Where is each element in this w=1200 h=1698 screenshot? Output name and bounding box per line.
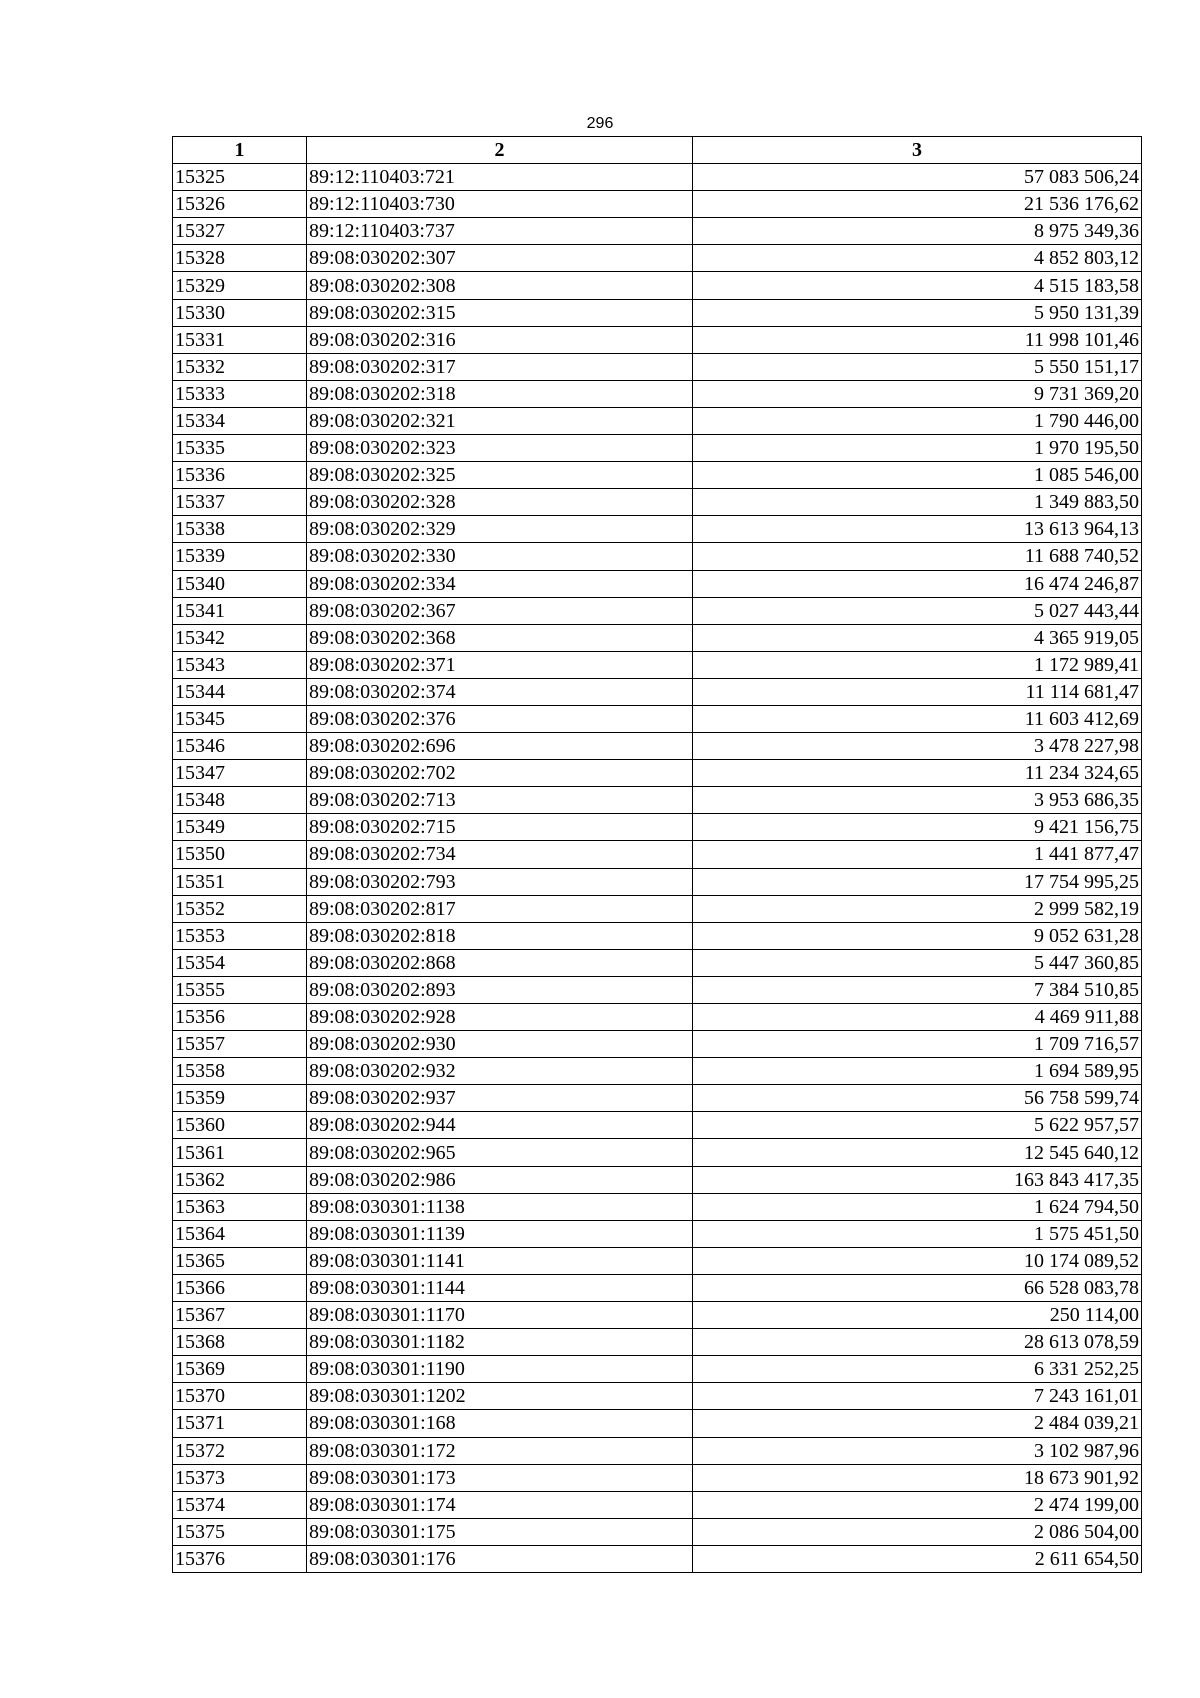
table-row bbox=[173, 164, 1142, 191]
cadastral-value-cell: 56 758 599,74 bbox=[693, 1085, 1142, 1112]
cadastral-value-cell: 28 613 078,59 bbox=[693, 1329, 1142, 1356]
row-number-cell: 15347 bbox=[173, 760, 307, 787]
cadastral-number-cell: 89:08:030202:932 bbox=[307, 1058, 693, 1085]
table-row bbox=[173, 1464, 1142, 1491]
row-number-cell: 15375 bbox=[173, 1518, 307, 1545]
table-row bbox=[173, 191, 1142, 218]
cadastral-number-cell: 89:08:030202:328 bbox=[307, 489, 693, 516]
table-row bbox=[173, 272, 1142, 299]
cadastral-value-cell: 3 102 987,96 bbox=[693, 1437, 1142, 1464]
table-row bbox=[173, 1437, 1142, 1464]
table-row bbox=[173, 326, 1142, 353]
cadastral-number-cell: 89:08:030202:307 bbox=[307, 245, 693, 272]
row-number-cell: 15339 bbox=[173, 543, 307, 570]
cadastral-number-cell: 89:08:030202:334 bbox=[307, 570, 693, 597]
cadastral-number-cell: 89:08:030202:323 bbox=[307, 435, 693, 462]
row-number-cell: 15359 bbox=[173, 1085, 307, 1112]
cadastral-number-cell: 89:08:030202:376 bbox=[307, 705, 693, 732]
cadastral-value-cell: 21 536 176,62 bbox=[693, 191, 1142, 218]
table-row bbox=[173, 1220, 1142, 1247]
cadastral-number-cell: 89:12:110403:737 bbox=[307, 218, 693, 245]
table-row bbox=[173, 435, 1142, 462]
table-row bbox=[173, 1112, 1142, 1139]
cadastral-number-cell: 89:08:030202:868 bbox=[307, 949, 693, 976]
cadastral-value-cell: 13 613 964,13 bbox=[693, 516, 1142, 543]
table-row bbox=[173, 814, 1142, 841]
cadastral-value-cell: 1 575 451,50 bbox=[693, 1220, 1142, 1247]
table-row bbox=[173, 895, 1142, 922]
cadastral-number-cell: 89:08:030301:168 bbox=[307, 1410, 693, 1437]
table-row bbox=[173, 1274, 1142, 1301]
cadastral-number-cell: 89:08:030301:1138 bbox=[307, 1193, 693, 1220]
cadastral-number-cell: 89:08:030301:172 bbox=[307, 1437, 693, 1464]
cadastral-number-cell: 89:08:030202:928 bbox=[307, 1004, 693, 1031]
table-row bbox=[173, 760, 1142, 787]
cadastral-number-cell: 89:08:030202:713 bbox=[307, 787, 693, 814]
cadastral-number-cell: 89:12:110403:730 bbox=[307, 191, 693, 218]
cadastral-number-cell: 89:08:030202:937 bbox=[307, 1085, 693, 1112]
cadastral-value-cell: 7 243 161,01 bbox=[693, 1383, 1142, 1410]
row-number-cell: 15325 bbox=[173, 164, 307, 191]
table-row bbox=[173, 1004, 1142, 1031]
cadastral-number-cell: 89:08:030202:317 bbox=[307, 353, 693, 380]
cadastral-number-cell: 89:08:030301:1202 bbox=[307, 1383, 693, 1410]
cadastral-number-cell: 89:08:030301:1144 bbox=[307, 1274, 693, 1301]
row-number-cell: 15337 bbox=[173, 489, 307, 516]
table-row bbox=[173, 624, 1142, 651]
table-row bbox=[173, 1545, 1142, 1572]
row-number-cell: 15338 bbox=[173, 516, 307, 543]
cadastral-value-cell: 6 331 252,25 bbox=[693, 1356, 1142, 1383]
table-row bbox=[173, 1518, 1142, 1545]
cadastral-value-cell: 1 349 883,50 bbox=[693, 489, 1142, 516]
row-number-cell: 15332 bbox=[173, 353, 307, 380]
cadastral-value-cell: 5 027 443,44 bbox=[693, 597, 1142, 624]
table-row bbox=[173, 868, 1142, 895]
table-row bbox=[173, 733, 1142, 760]
row-number-cell: 15355 bbox=[173, 976, 307, 1003]
table-row bbox=[173, 218, 1142, 245]
cadastral-value-cell: 9 052 631,28 bbox=[693, 922, 1142, 949]
cadastral-value-cell: 8 975 349,36 bbox=[693, 218, 1142, 245]
table-row bbox=[173, 462, 1142, 489]
row-number-cell: 15370 bbox=[173, 1383, 307, 1410]
row-number-cell: 15333 bbox=[173, 380, 307, 407]
row-number-cell: 15369 bbox=[173, 1356, 307, 1383]
row-number-cell: 15366 bbox=[173, 1274, 307, 1301]
cadastral-value-cell: 11 688 740,52 bbox=[693, 543, 1142, 570]
table-row bbox=[173, 1383, 1142, 1410]
row-number-cell: 15336 bbox=[173, 462, 307, 489]
cadastral-value-cell: 2 474 199,00 bbox=[693, 1491, 1142, 1518]
table-row bbox=[173, 407, 1142, 434]
cadastral-number-cell: 89:08:030202:930 bbox=[307, 1031, 693, 1058]
cadastral-value-cell: 2 086 504,00 bbox=[693, 1518, 1142, 1545]
table-row bbox=[173, 380, 1142, 407]
table-row bbox=[173, 570, 1142, 597]
cadastral-value-table bbox=[172, 136, 1142, 1573]
cadastral-value-cell: 1 085 546,00 bbox=[693, 462, 1142, 489]
cadastral-number-cell: 89:08:030202:308 bbox=[307, 272, 693, 299]
cadastral-value-cell: 66 528 083,78 bbox=[693, 1274, 1142, 1301]
table-row bbox=[173, 1139, 1142, 1166]
table-row bbox=[173, 1166, 1142, 1193]
table-row bbox=[173, 1329, 1142, 1356]
cadastral-value-cell: 2 484 039,21 bbox=[693, 1410, 1142, 1437]
cadastral-number-cell: 89:08:030301:175 bbox=[307, 1518, 693, 1545]
cadastral-value-cell: 1 709 716,57 bbox=[693, 1031, 1142, 1058]
cadastral-number-cell: 89:08:030301:173 bbox=[307, 1464, 693, 1491]
cadastral-value-cell: 4 515 183,58 bbox=[693, 272, 1142, 299]
row-number-cell: 15346 bbox=[173, 733, 307, 760]
row-number-cell: 15326 bbox=[173, 191, 307, 218]
cadastral-value-cell: 11 234 324,65 bbox=[693, 760, 1142, 787]
row-number-cell: 15367 bbox=[173, 1302, 307, 1329]
table-row bbox=[173, 922, 1142, 949]
table-header bbox=[173, 137, 1142, 164]
table-row bbox=[173, 1193, 1142, 1220]
row-number-cell: 15345 bbox=[173, 705, 307, 732]
table-row bbox=[173, 1247, 1142, 1274]
row-number-cell: 15335 bbox=[173, 435, 307, 462]
row-number-cell: 15365 bbox=[173, 1247, 307, 1274]
row-number-cell: 15341 bbox=[173, 597, 307, 624]
cadastral-number-cell: 89:08:030202:793 bbox=[307, 868, 693, 895]
cadastral-value-cell: 2 999 582,19 bbox=[693, 895, 1142, 922]
cadastral-number-cell: 89:08:030301:1141 bbox=[307, 1247, 693, 1274]
cadastral-value-cell: 5 550 151,17 bbox=[693, 353, 1142, 380]
cadastral-number-cell: 89:08:030202:986 bbox=[307, 1166, 693, 1193]
row-number-cell: 15357 bbox=[173, 1031, 307, 1058]
cadastral-value-cell: 163 843 417,35 bbox=[693, 1166, 1142, 1193]
cadastral-number-cell: 89:08:030202:316 bbox=[307, 326, 693, 353]
table-row bbox=[173, 787, 1142, 814]
table-row bbox=[173, 1085, 1142, 1112]
cadastral-number-cell: 89:08:030202:944 bbox=[307, 1112, 693, 1139]
row-number-cell: 15331 bbox=[173, 326, 307, 353]
cadastral-value-cell: 1 694 589,95 bbox=[693, 1058, 1142, 1085]
cadastral-value-cell: 9 731 369,20 bbox=[693, 380, 1142, 407]
table-row bbox=[173, 841, 1142, 868]
row-number-cell: 15376 bbox=[173, 1545, 307, 1572]
cadastral-number-cell: 89:08:030301:1170 bbox=[307, 1302, 693, 1329]
cadastral-value-cell: 250 114,00 bbox=[693, 1302, 1142, 1329]
cadastral-number-cell: 89:08:030202:893 bbox=[307, 976, 693, 1003]
row-number-cell: 15344 bbox=[173, 678, 307, 705]
table-row bbox=[173, 1356, 1142, 1383]
cadastral-number-cell: 89:08:030301:1190 bbox=[307, 1356, 693, 1383]
table-row bbox=[173, 489, 1142, 516]
cadastral-value-cell: 4 852 803,12 bbox=[693, 245, 1142, 272]
row-number-cell: 15353 bbox=[173, 922, 307, 949]
row-number-cell: 15362 bbox=[173, 1166, 307, 1193]
row-number-cell: 15350 bbox=[173, 841, 307, 868]
row-number-cell: 15327 bbox=[173, 218, 307, 245]
cadastral-number-cell: 89:08:030301:1182 bbox=[307, 1329, 693, 1356]
row-number-cell: 15372 bbox=[173, 1437, 307, 1464]
cadastral-number-cell: 89:08:030202:696 bbox=[307, 733, 693, 760]
table-row bbox=[173, 1491, 1142, 1518]
cadastral-number-cell: 89:08:030202:818 bbox=[307, 922, 693, 949]
table-row bbox=[173, 1410, 1142, 1437]
table-row bbox=[173, 705, 1142, 732]
cadastral-value-cell: 12 545 640,12 bbox=[693, 1139, 1142, 1166]
table-body bbox=[173, 164, 1142, 1573]
cadastral-value-cell: 5 622 957,57 bbox=[693, 1112, 1142, 1139]
cadastral-value-cell: 9 421 156,75 bbox=[693, 814, 1142, 841]
row-number-cell: 15371 bbox=[173, 1410, 307, 1437]
row-number-cell: 15329 bbox=[173, 272, 307, 299]
cadastral-value-cell: 16 474 246,87 bbox=[693, 570, 1142, 597]
cadastral-number-cell: 89:08:030202:315 bbox=[307, 299, 693, 326]
cadastral-number-cell: 89:08:030202:734 bbox=[307, 841, 693, 868]
row-number-cell: 15328 bbox=[173, 245, 307, 272]
row-number-cell: 15363 bbox=[173, 1193, 307, 1220]
row-number-cell: 15360 bbox=[173, 1112, 307, 1139]
table-row bbox=[173, 1302, 1142, 1329]
cadastral-value-cell: 17 754 995,25 bbox=[693, 868, 1142, 895]
row-number-cell: 15340 bbox=[173, 570, 307, 597]
row-number-cell: 15342 bbox=[173, 624, 307, 651]
row-number-cell: 15334 bbox=[173, 407, 307, 434]
row-number-cell: 15330 bbox=[173, 299, 307, 326]
cadastral-value-cell: 11 603 412,69 bbox=[693, 705, 1142, 732]
table-row bbox=[173, 516, 1142, 543]
cadastral-value-cell: 1 970 195,50 bbox=[693, 435, 1142, 462]
cadastral-number-cell: 89:08:030202:329 bbox=[307, 516, 693, 543]
cadastral-value-cell: 5 447 360,85 bbox=[693, 949, 1142, 976]
cadastral-value-cell: 57 083 506,24 bbox=[693, 164, 1142, 191]
cadastral-value-cell: 4 365 919,05 bbox=[693, 624, 1142, 651]
cadastral-number-cell: 89:08:030301:1139 bbox=[307, 1220, 693, 1247]
cadastral-value-cell: 11 998 101,46 bbox=[693, 326, 1142, 353]
row-number-cell: 15373 bbox=[173, 1464, 307, 1491]
cadastral-number-cell: 89:08:030202:817 bbox=[307, 895, 693, 922]
row-number-cell: 15356 bbox=[173, 1004, 307, 1031]
cadastral-number-cell: 89:08:030202:715 bbox=[307, 814, 693, 841]
page-number: 296 bbox=[586, 115, 614, 132]
row-number-cell: 15354 bbox=[173, 949, 307, 976]
table-row bbox=[173, 1058, 1142, 1085]
cadastral-value-cell: 1 624 794,50 bbox=[693, 1193, 1142, 1220]
row-number-cell: 15349 bbox=[173, 814, 307, 841]
row-number-cell: 15374 bbox=[173, 1491, 307, 1518]
table-row bbox=[173, 976, 1142, 1003]
cadastral-value-cell: 10 174 089,52 bbox=[693, 1247, 1142, 1274]
table-row bbox=[173, 543, 1142, 570]
cadastral-number-cell: 89:08:030301:176 bbox=[307, 1545, 693, 1572]
row-number-cell: 15343 bbox=[173, 651, 307, 678]
cadastral-value-cell: 18 673 901,92 bbox=[693, 1464, 1142, 1491]
table-row bbox=[173, 678, 1142, 705]
cadastral-number-cell: 89:08:030202:367 bbox=[307, 597, 693, 624]
row-number-cell: 15364 bbox=[173, 1220, 307, 1247]
cadastral-value-cell: 4 469 911,88 bbox=[693, 1004, 1142, 1031]
row-number-cell: 15368 bbox=[173, 1329, 307, 1356]
cadastral-number-cell: 89:08:030202:374 bbox=[307, 678, 693, 705]
row-number-cell: 15352 bbox=[173, 895, 307, 922]
cadastral-value-cell: 3 478 227,98 bbox=[693, 733, 1142, 760]
row-number-cell: 15361 bbox=[173, 1139, 307, 1166]
column-header-3: 3 bbox=[693, 137, 1142, 164]
cadastral-value-cell: 5 950 131,39 bbox=[693, 299, 1142, 326]
cadastral-number-cell: 89:08:030202:318 bbox=[307, 380, 693, 407]
column-header-2: 2 bbox=[307, 137, 693, 164]
table-row bbox=[173, 245, 1142, 272]
table-row bbox=[173, 597, 1142, 624]
cadastral-value-cell: 11 114 681,47 bbox=[693, 678, 1142, 705]
table-row bbox=[173, 651, 1142, 678]
row-number-cell: 15351 bbox=[173, 868, 307, 895]
cadastral-number-cell: 89:08:030202:965 bbox=[307, 1139, 693, 1166]
column-header-1: 1 bbox=[173, 137, 307, 164]
cadastral-value-cell: 2 611 654,50 bbox=[693, 1545, 1142, 1572]
cadastral-number-cell: 89:08:030202:321 bbox=[307, 407, 693, 434]
cadastral-number-cell: 89:08:030301:174 bbox=[307, 1491, 693, 1518]
row-number-cell: 15358 bbox=[173, 1058, 307, 1085]
row-number-cell: 15348 bbox=[173, 787, 307, 814]
cadastral-value-cell: 1 172 989,41 bbox=[693, 651, 1142, 678]
table-row bbox=[173, 949, 1142, 976]
table-row bbox=[173, 353, 1142, 380]
table-row bbox=[173, 1031, 1142, 1058]
cadastral-number-cell: 89:08:030202:368 bbox=[307, 624, 693, 651]
cadastral-number-cell: 89:08:030202:330 bbox=[307, 543, 693, 570]
cadastral-number-cell: 89:08:030202:702 bbox=[307, 760, 693, 787]
cadastral-number-cell: 89:12:110403:721 bbox=[307, 164, 693, 191]
cadastral-number-cell: 89:08:030202:325 bbox=[307, 462, 693, 489]
cadastral-value-cell: 1 441 877,47 bbox=[693, 841, 1142, 868]
cadastral-value-cell: 7 384 510,85 bbox=[693, 976, 1142, 1003]
header-row bbox=[173, 137, 1142, 164]
cadastral-number-cell: 89:08:030202:371 bbox=[307, 651, 693, 678]
cadastral-value-cell: 3 953 686,35 bbox=[693, 787, 1142, 814]
table-row bbox=[173, 299, 1142, 326]
cadastral-value-cell: 1 790 446,00 bbox=[693, 407, 1142, 434]
